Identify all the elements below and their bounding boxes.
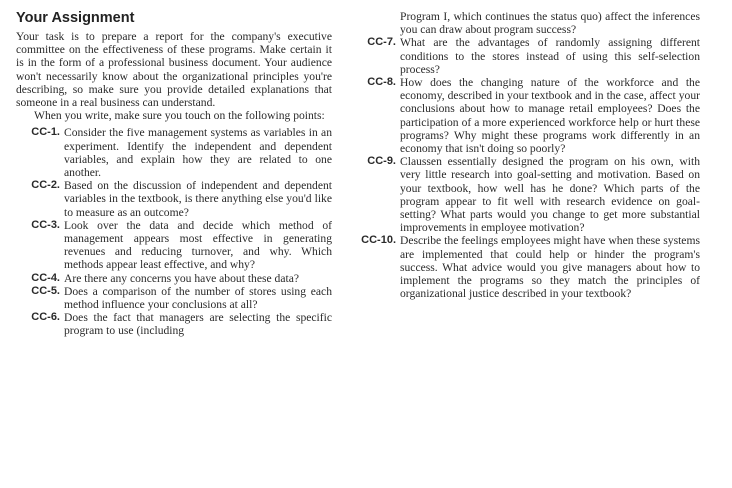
assignment-intro-continued: When you write, make sure you touch on the following points: xyxy=(34,109,325,123)
question-label: CC-3. xyxy=(31,218,60,231)
question-text: Does the fact that managers are selecting the specific program to use (including xyxy=(64,311,332,338)
question-label: CC-2. xyxy=(31,179,60,192)
question-text: Look over the data and decide which method of management appears most effective in generating revenues and reducing turnover, and why. Which methods appear least effective, and why? xyxy=(64,218,332,272)
question-label: CC-5. xyxy=(31,284,60,297)
question-label: CC-6. xyxy=(31,311,60,324)
question-cc6-continuation: Program I, which continues the status quo) affect the inferences you can draw about program success? xyxy=(400,10,700,37)
question-text: Claussen essentially designed the program on his own, with very little research into goal-setting and motivation. Based on your textbook, how well has he done? Which parts of the program appear to fit well with research evidence on goal-setting? What parts would you change to get more substantial improvements in employee motivation? xyxy=(400,155,700,235)
question-cc7 xyxy=(356,36,700,76)
question-text: Describe the feelings employees might have when these systems are implemented that could help or hinder the program's success. What advice would you give managers about how to implement the programs so they match the principles of organizational justice described in your textbook? xyxy=(400,234,700,301)
question-cc9 xyxy=(356,155,700,234)
question-label: CC-8. xyxy=(367,76,396,89)
question-cc10 xyxy=(356,234,700,300)
question-cc2 xyxy=(16,179,332,219)
question-text: Does a comparison of the number of stores using each method influence your conclusions at all? xyxy=(64,284,332,312)
question-text: How does the changing nature of the workforce and the economy, described in your textbook and in the case, affect your conclusions about how to manage retail employees? Does the participation of a more experienced workforce help or hurt these programs? Why might these programs work differently in an economy that isn't doing so poorly? xyxy=(400,76,700,156)
left-column xyxy=(16,10,332,338)
question-cc1 xyxy=(16,126,332,179)
question-text: Based on the discussion of independent and dependent variables in the textbook, is there anything else you'd like to measure as an outcome? xyxy=(64,179,332,219)
question-cc8 xyxy=(356,76,700,155)
question-text: What are the advantages of randomly assigning different conditions to the stores instead of using this self-selection process? xyxy=(400,36,700,76)
question-cc3 xyxy=(16,219,332,272)
question-text: Consider the five management systems as variables in an experiment. Identify the independent and dependent variables, and explain how they are related to one another. xyxy=(64,126,332,180)
question-cc5 xyxy=(16,285,332,311)
question-label: CC-4. xyxy=(31,271,60,284)
question-cc6 xyxy=(16,311,332,337)
question-text: Are there any concerns you have about these data? xyxy=(64,271,299,285)
question-label: CC-10. xyxy=(361,234,396,247)
assignment-intro: Your task is to prepare a report for the company's executive committee on the effectiveness of these programs. Make certain it is in the form of a professional business document. Your audience won't necessarily know about the organizational principles you're describing, so make sure you provide detailed explanations that someone in a real business can understand. xyxy=(16,30,332,110)
question-cc4 xyxy=(16,272,332,285)
question-label: CC-1. xyxy=(31,126,60,139)
right-column xyxy=(356,10,700,300)
question-label: CC-9. xyxy=(367,155,396,168)
assignment-heading: Your Assignment xyxy=(16,10,135,26)
question-label: CC-7. xyxy=(367,36,396,49)
